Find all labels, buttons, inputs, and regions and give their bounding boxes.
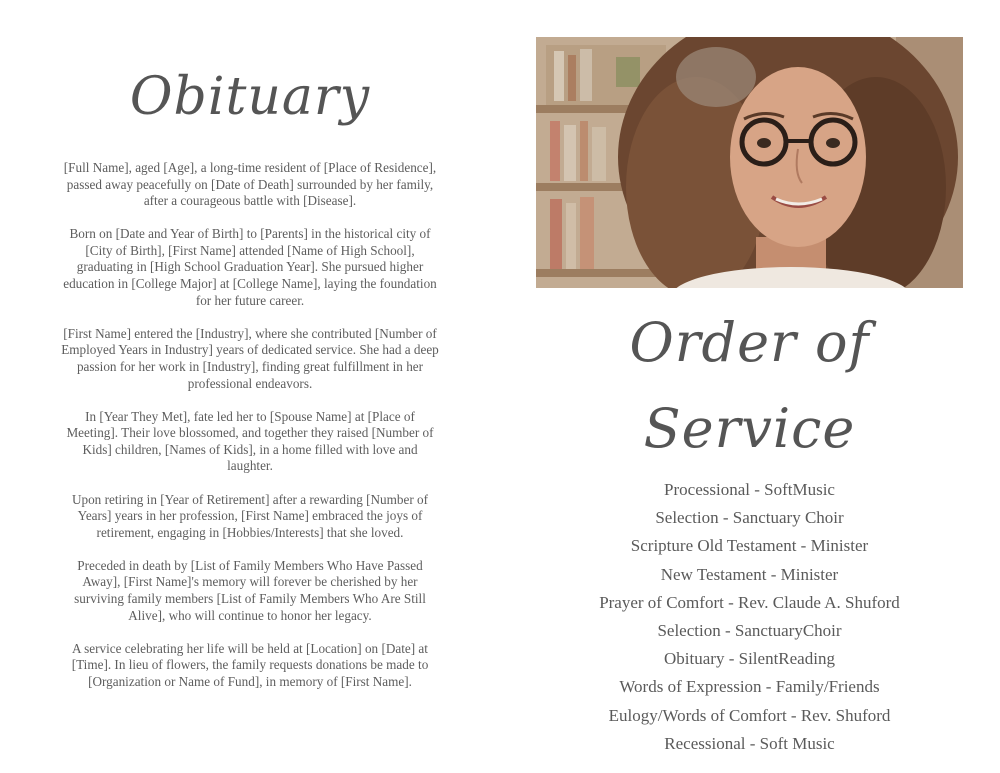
obituary-paragraph: Born on [Date and Year of Birth] to [Parents] in the historical city of [City of Birth], [First Name] attended [Name of High School], graduating in [High School Graduation Year]. She pursued higher education in [College Major] at [College Name], laying the foundation for her future career. <box>63 226 437 308</box>
service-item: Recessional - Soft Music <box>664 733 835 753</box>
service-item: Eulogy/Words of Comfort - Rev. Shuford <box>608 705 891 725</box>
obituary-section <box>58 60 442 707</box>
service-item: Processional - SoftMusic <box>664 480 835 499</box>
service-list <box>536 476 963 758</box>
order-of-service-title: Order of Service <box>629 311 870 460</box>
obituary-paragraph: Preceded in death by [List of Family Members Who Have Passed Away], [First Name]'s memory will forever be cherished by her surviving family members [List of Family Members Who Are Still Alive], who will continue to honor her legacy. <box>74 557 426 623</box>
service-item: Obituary - SilentReading <box>664 649 835 669</box>
service-item: Selection - SanctuaryChoir <box>657 621 842 641</box>
obituary-paragraph: In [Year They Met], fate led her to [Spouse Name] at [Place of Meeting]. Their love blossomed, and together they raised [Number of Kids] children, [Names of Kids], in a home filled with love and laughter. <box>66 408 434 474</box>
service-item: Selection - Sanctuary Choir <box>655 508 844 528</box>
portrait-illustration <box>536 37 963 288</box>
order-of-service-section <box>536 300 963 758</box>
portrait-photo <box>536 37 963 288</box>
service-item: Prayer of Comfort - Rev. Claude A. Shuford <box>599 592 900 612</box>
obituary-paragraph: Upon retiring in [Year of Retirement] after a rewarding [Number of Years] years in her profession, [First Name] embraced the joys of retirement, engaging in [Hobbies/Interests] that she loved. <box>71 491 429 540</box>
service-item: Scripture Old Testament - Minister <box>630 536 869 556</box>
obituary-title: Obituary <box>129 67 371 127</box>
obituary-paragraph: A service celebrating her life will be held at [Location] on [Date] at [Time]. In lieu of flowers, the family requests donations be made to [Organization or Name of Fund], in memory of [First Name]. <box>71 640 429 689</box>
service-item: Words of Expression - Family/Friends <box>619 677 880 697</box>
service-item: New Testament - Minister <box>660 564 839 584</box>
obituary-paragraph: [First Name] entered the [Industry], where she contributed [Number of Employed Years in Industry] years of dedicated service. She had a deep passion for her work in [Industry], finding great fulfillment in her professional endeavors. <box>61 325 439 391</box>
obituary-paragraph: [Full Name], aged [Age], a long-time resident of [Place of Residence], passed away peacefully on [Date of Death] surrounded by her family, after a courageous battle with [Disease]. <box>63 160 437 209</box>
